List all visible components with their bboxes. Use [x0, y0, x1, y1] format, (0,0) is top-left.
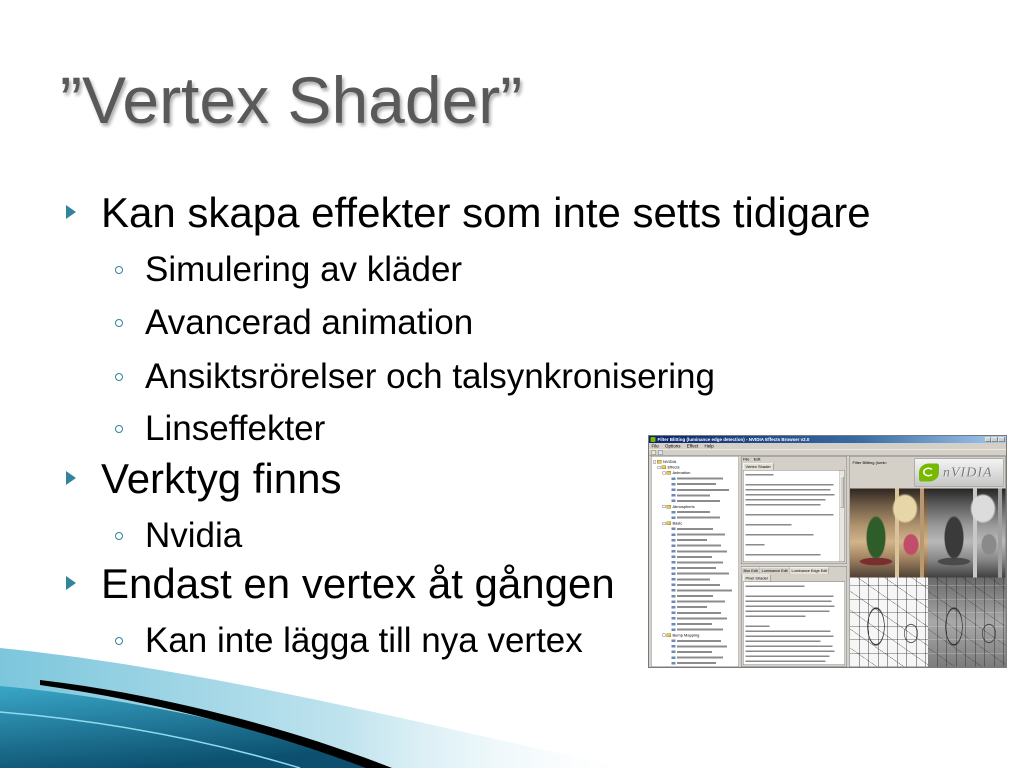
effect-icon — [672, 561, 676, 564]
triangle-bullet-icon — [66, 205, 76, 219]
nvidia-eye-icon — [919, 464, 939, 482]
pane-menu-file: File — [743, 457, 750, 462]
code-line-placeholder — [746, 659, 838, 664]
tree-item-text-placeholder — [677, 623, 712, 625]
folder-icon — [667, 633, 672, 637]
code-text-placeholder — [746, 585, 805, 587]
preview-pane — [849, 456, 1006, 667]
collapse-icon — [663, 471, 666, 474]
sub-bullet-text: Kan inte lägga till nya vertex — [145, 621, 583, 660]
tree-item-text-placeholder — [677, 517, 720, 519]
circle-bullet-icon — [115, 319, 123, 327]
code-text-placeholder — [746, 524, 792, 526]
tree-item-text-placeholder — [677, 645, 727, 647]
collapse-icon — [663, 505, 666, 508]
code-text-placeholder — [746, 484, 834, 486]
preview-title: Filter Blitting (lumin — [852, 460, 887, 465]
tree-item-text-placeholder — [677, 629, 723, 631]
preview-image-luminance — [928, 489, 1006, 578]
circle-bullet-icon — [115, 425, 123, 433]
tree-item-text-placeholder — [677, 584, 720, 586]
collapse-icon — [658, 466, 661, 469]
effect-icon — [672, 623, 676, 626]
effect-icon — [672, 612, 676, 615]
triangle-bullet-icon — [66, 576, 76, 590]
tree-item-text-placeholder — [677, 662, 716, 664]
effect-icon — [672, 533, 676, 536]
vertex-shader-pane — [741, 456, 847, 564]
code-text-placeholder — [746, 504, 821, 506]
window-title: Filter Blitting (luminance edge detection) - NVIDIA Effects Browser v2.0 — [657, 437, 810, 442]
folder-icon — [662, 466, 667, 470]
pixel-shader-tab: Pixel Shader — [743, 575, 771, 582]
tree-item-text-placeholder — [677, 500, 720, 502]
effect-icon — [672, 528, 676, 531]
effect-icon — [672, 516, 676, 519]
pane-menu — [742, 457, 847, 463]
slide-title: ”Vertex Shader” — [60, 63, 523, 137]
code-text-placeholder — [746, 660, 826, 662]
tree-item-text-placeholder — [677, 494, 710, 496]
pixel-tabs — [742, 567, 847, 574]
close-icon — [999, 437, 1005, 442]
bullet-level1-text: Endast en vertex åt gången — [101, 560, 615, 607]
code-text-placeholder — [746, 645, 833, 647]
code-text-placeholder — [746, 625, 770, 627]
tree-item-label: Atmospheric — [672, 504, 695, 509]
tree-item-text-placeholder — [677, 573, 729, 575]
tree-item-text-placeholder — [677, 539, 707, 541]
effect-icon — [672, 567, 676, 570]
code-text-placeholder — [746, 534, 814, 536]
effect-icon — [672, 477, 676, 480]
menu-help: Help — [704, 443, 714, 449]
triangle-bullet-icon — [66, 471, 76, 485]
effect-icon — [672, 572, 676, 575]
code-text-placeholder — [746, 544, 765, 546]
code-text-placeholder — [746, 605, 835, 607]
vertex-shader-code — [743, 470, 845, 562]
window-title-bar — [649, 436, 1006, 443]
circle-bullet-icon — [115, 266, 123, 274]
folder-icon — [667, 505, 672, 509]
nvidia-logo — [915, 459, 1004, 487]
pane-menu-edit: Edit — [753, 457, 761, 462]
tree-group-atmospheric — [652, 509, 739, 520]
tree-item-text-placeholder — [677, 489, 729, 491]
code-text-placeholder — [746, 635, 834, 637]
nvidia-effects-browser-screenshot — [648, 435, 1007, 668]
open-icon — [651, 451, 656, 456]
effect-icon — [672, 494, 676, 497]
tree-item-label: Bump Mapping — [672, 632, 700, 638]
tab-blur-edit: Blur Edit — [743, 568, 758, 573]
tree-group-bump-mapping — [652, 638, 739, 666]
effect-icon — [672, 511, 676, 514]
effect-icon — [672, 651, 676, 654]
effect-icon — [672, 584, 676, 587]
effect-icon — [672, 600, 676, 603]
vertical-scrollbar — [839, 471, 845, 562]
code-text-placeholder — [746, 640, 821, 642]
effect-icon — [672, 578, 676, 581]
preview-image-edges — [850, 578, 928, 667]
code-text-placeholder — [746, 610, 830, 612]
code-text-placeholder — [746, 595, 834, 597]
code-line-placeholder — [746, 552, 838, 557]
effect-icon — [672, 539, 676, 542]
preview-images — [850, 489, 1006, 667]
menu-options: Options — [665, 443, 681, 449]
code-text-placeholder — [746, 499, 826, 501]
preview-image-original — [850, 489, 928, 578]
effects-tree — [651, 456, 739, 667]
tree-item-text-placeholder — [677, 545, 721, 547]
tree-item-text-placeholder — [677, 556, 712, 558]
tree-item-label: Basic — [672, 521, 683, 526]
effect-icon — [672, 606, 676, 609]
effect-icon — [672, 628, 676, 631]
effect-icon — [672, 550, 676, 553]
tree-item-text-placeholder — [677, 528, 713, 530]
folder-icon — [667, 522, 672, 526]
bullet-level1-text: Kan skapa effekter som inte setts tidigare — [101, 189, 871, 236]
scroll-thumb — [840, 477, 844, 508]
app-icon — [651, 437, 656, 442]
toolbar — [649, 449, 1006, 456]
sub-bullet-text: Ansiktsrörelser och talsynkronisering — [145, 357, 715, 396]
menu-effect: Effect — [686, 443, 699, 449]
bullet-level1-text: Verktyg finns — [101, 455, 342, 502]
tree-item-text-placeholder — [677, 550, 727, 552]
minimize-icon — [985, 437, 991, 442]
circle-bullet-icon — [115, 373, 123, 381]
tree-item-text-placeholder — [677, 589, 732, 591]
effect-icon — [672, 483, 676, 486]
folder-icon — [667, 471, 672, 475]
collapse-icon — [663, 522, 666, 525]
effect-icon — [672, 595, 676, 598]
effect-icon — [672, 589, 676, 592]
effect-icon — [672, 617, 676, 620]
sub-bullet-text: Avancerad animation — [145, 303, 474, 342]
code-text-placeholder — [746, 655, 830, 657]
code-text-placeholder — [746, 650, 835, 652]
tab-luminance-edge-edit: Luminance Edge Edit — [791, 568, 828, 573]
effect-icon — [672, 645, 676, 648]
effect-icon — [672, 556, 676, 559]
tree-item-text-placeholder — [677, 617, 727, 619]
folder-icon — [657, 460, 662, 464]
tree-item-label: NVIDIA — [663, 459, 677, 464]
effect-icon — [672, 489, 676, 492]
tab-luminance-edit: Luminance Edit — [761, 568, 788, 573]
help-icon — [658, 451, 663, 456]
tree-item-text-placeholder — [677, 511, 710, 513]
effect-icon — [672, 544, 676, 547]
tree-item-text-placeholder — [677, 612, 721, 614]
tree-group-animation — [652, 476, 739, 504]
tree-item-text-placeholder — [677, 567, 716, 569]
tree-item-text-placeholder — [677, 478, 723, 480]
code-text-placeholder — [746, 630, 831, 632]
tree-item-text-placeholder — [677, 651, 712, 653]
effect-icon — [672, 662, 676, 665]
code-text-placeholder — [746, 554, 821, 556]
circle-bullet-icon — [115, 532, 123, 540]
tree-item-text-placeholder — [677, 483, 716, 485]
preview-image-edges-gray — [928, 578, 1006, 667]
tree-item — [652, 660, 739, 666]
code-text-placeholder — [746, 494, 835, 496]
tree-group-basic — [652, 526, 739, 632]
tree-item-text-placeholder — [677, 601, 725, 603]
collapse-icon — [663, 634, 666, 637]
effect-icon — [672, 656, 676, 659]
tree-item-text-placeholder — [677, 578, 710, 580]
code-text-placeholder — [746, 514, 834, 516]
code-text-placeholder — [746, 600, 832, 602]
tree-item-label: Effects — [667, 465, 680, 470]
tree-item-text-placeholder — [677, 640, 721, 642]
tree-item-text-placeholder — [677, 657, 723, 659]
sub-bullet-text: Simulering av kläder — [145, 250, 463, 289]
tree-item-text-placeholder — [677, 534, 725, 536]
sub-bullet-text: Nvidia — [145, 516, 243, 555]
effect-icon — [672, 500, 676, 503]
menu-file: File — [651, 443, 659, 449]
pixel-shader-code — [743, 582, 845, 666]
vertex-shader-tab: Vertex Shader — [743, 463, 773, 470]
effect-icon — [672, 640, 676, 643]
tree-item-text-placeholder — [677, 561, 723, 563]
pixel-shader-pane — [741, 566, 847, 667]
tree-item-text-placeholder — [677, 606, 707, 608]
code-text-placeholder — [746, 615, 806, 617]
code-text-placeholder — [746, 474, 774, 476]
tree-item-label: Animation — [672, 470, 691, 476]
nvidia-logo-text: nVIDIA — [943, 464, 993, 480]
tree-item-text-placeholder — [677, 595, 713, 597]
circle-bullet-icon — [115, 637, 123, 645]
sub-bullet-text: Linseffekter — [145, 409, 326, 448]
collapse-icon — [653, 460, 656, 463]
code-text-placeholder — [746, 489, 831, 491]
maximize-icon — [992, 437, 998, 442]
